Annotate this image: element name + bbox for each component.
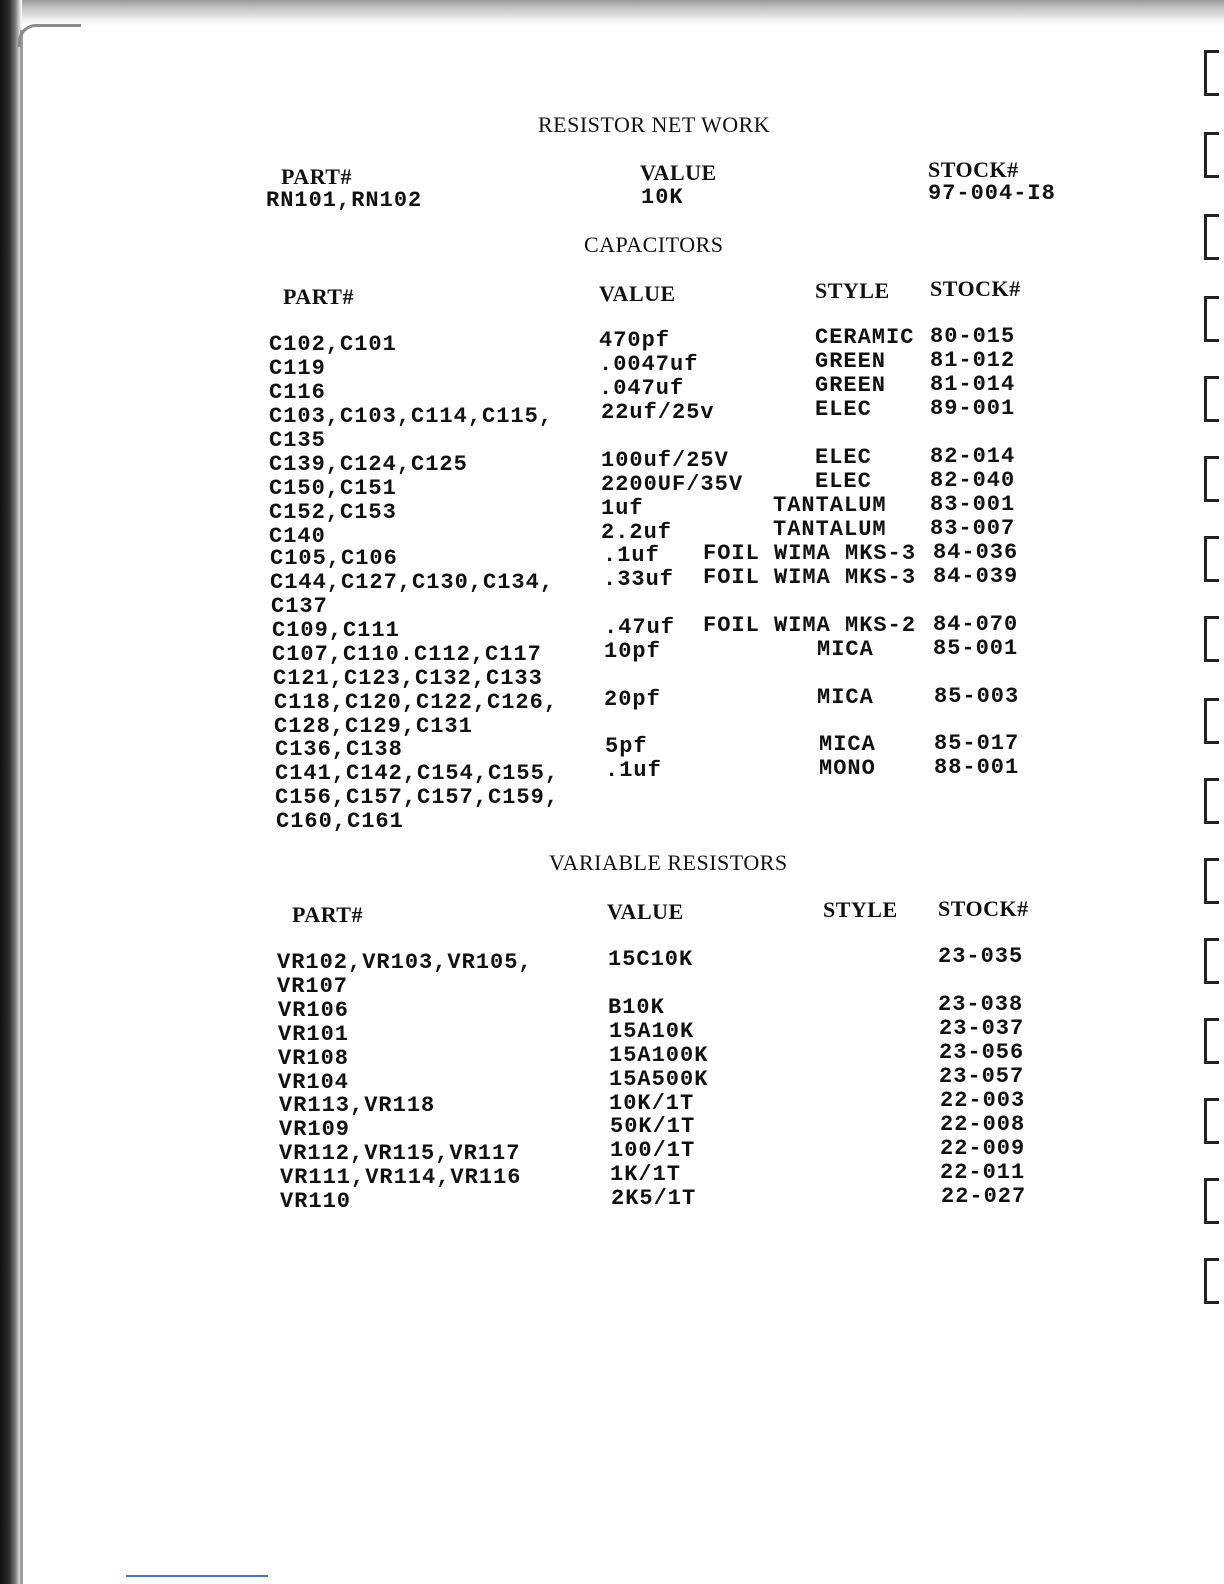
vr-row-stock: 23-035 bbox=[938, 944, 1024, 969]
vr-row-part: VR101 bbox=[278, 1022, 350, 1047]
section-title-resistor-network: RESISTOR NET WORK bbox=[538, 112, 771, 137]
bottom-rule bbox=[126, 1575, 268, 1577]
cap-row-stock: 85-003 bbox=[934, 684, 1020, 709]
vr-row-part: VR108 bbox=[278, 1046, 350, 1071]
vr-row-value: 15A100K bbox=[609, 1043, 709, 1068]
vr-header-style: STYLE bbox=[823, 897, 898, 922]
cap-row-stock: 82-014 bbox=[930, 444, 1016, 469]
vr-row-stock: 22-027 bbox=[941, 1184, 1027, 1209]
cap-row-value: 100uf/25V bbox=[601, 448, 729, 473]
cap-row-value: 5pf bbox=[605, 734, 648, 759]
cap-row-part: C156,C157,C157,C159, bbox=[275, 785, 560, 810]
cap-row-part: C144,C127,C130,C134, bbox=[270, 570, 555, 595]
vr-row-stock: 23-037 bbox=[939, 1016, 1025, 1041]
vr-row-part: VR112,VR115,VR117 bbox=[279, 1141, 521, 1166]
cap-row-value: 2200UF/35V bbox=[601, 472, 744, 497]
vr-row-part: VR102,VR103,VR105, bbox=[277, 950, 533, 975]
vr-row-part: VR109 bbox=[279, 1117, 351, 1142]
cap-row-stock: 81-014 bbox=[930, 372, 1016, 397]
cap-row-value: .1uf bbox=[603, 543, 660, 568]
vr-row-stock: 22-008 bbox=[940, 1112, 1026, 1137]
cap-row-stock: 81-012 bbox=[930, 348, 1016, 373]
cap-row-stock: 84-039 bbox=[933, 564, 1019, 589]
vr-row-value: B10K bbox=[608, 995, 665, 1020]
cap-row-style: TANTALUM bbox=[773, 517, 887, 542]
vr-row-stock: 23-056 bbox=[939, 1040, 1025, 1065]
cap-row-value: .0047uf bbox=[599, 352, 699, 377]
cap-row-value: 22uf/25v bbox=[601, 400, 715, 425]
rn-row-part: RN101,RN102 bbox=[266, 188, 423, 213]
cap-row-stock: 89-001 bbox=[930, 396, 1016, 421]
cap-row-part: C118,C120,C122,C126, bbox=[274, 690, 559, 715]
vr-row-stock: 23-038 bbox=[938, 992, 1024, 1017]
vr-row-value: 2K5/1T bbox=[611, 1186, 697, 1211]
vr-row-stock: 22-009 bbox=[940, 1136, 1026, 1161]
rn-header-part: PART# bbox=[281, 164, 352, 189]
cap-row-part: C137 bbox=[271, 594, 328, 619]
cap-row-style: MONO bbox=[819, 756, 876, 781]
cap-row-stock: 88-001 bbox=[934, 755, 1020, 780]
cap-row-style: ELEC bbox=[815, 397, 872, 422]
cap-row-value: .33uf bbox=[603, 567, 675, 592]
cap-row-part: C152,C153 bbox=[269, 500, 397, 525]
rn-header-value: VALUE bbox=[640, 160, 717, 185]
vr-row-stock: 23-057 bbox=[939, 1064, 1025, 1089]
rn-row-stock: 97-004-I8 bbox=[928, 181, 1056, 206]
cap-row-value: .047uf bbox=[599, 376, 685, 401]
cap-row-value: 1uf bbox=[601, 496, 644, 521]
vr-row-part: VR113,VR118 bbox=[279, 1093, 436, 1118]
cap-row-style: MICA bbox=[817, 637, 874, 662]
cap-row-part: C102,C101 bbox=[269, 332, 397, 357]
cap-row-style: FOIL WIMA MKS-3 bbox=[703, 565, 917, 590]
cap-row-part: C160,C161 bbox=[276, 809, 404, 834]
cap-row-part: C107,C110.C112,C117 bbox=[272, 642, 542, 667]
cap-row-part: C150,C151 bbox=[269, 476, 397, 501]
section-title-variable-resistors: VARIABLE RESISTORS bbox=[549, 850, 788, 875]
cap-row-part: C109,C111 bbox=[272, 618, 400, 643]
cap-row-value: .47uf bbox=[604, 615, 676, 640]
cap-row-stock: 80-015 bbox=[930, 324, 1016, 349]
cap-row-style: MICA bbox=[819, 732, 876, 757]
cap-row-style: GREEN bbox=[815, 349, 887, 374]
vr-row-stock: 22-003 bbox=[940, 1088, 1026, 1113]
vr-row-value: 15A10K bbox=[609, 1019, 695, 1044]
rn-row-value: 10K bbox=[641, 185, 684, 210]
cap-row-value: 470pf bbox=[599, 328, 671, 353]
cap-row-part: C135 bbox=[269, 428, 326, 453]
cap-row-stock: 85-017 bbox=[934, 731, 1020, 756]
vr-row-part: VR106 bbox=[278, 998, 350, 1023]
cap-row-stock: 83-007 bbox=[930, 516, 1016, 541]
cap-row-part: C136,C138 bbox=[275, 737, 403, 762]
cap-row-stock: 83-001 bbox=[930, 492, 1016, 517]
cap-row-stock: 82-040 bbox=[930, 468, 1016, 493]
vr-row-value: 50K/1T bbox=[610, 1114, 696, 1139]
cap-row-style: FOIL WIMA MKS-3 bbox=[703, 541, 917, 566]
cap-row-part: C128,C129,C131 bbox=[274, 714, 473, 739]
vr-header-stock: STOCK# bbox=[938, 896, 1029, 921]
vr-header-part: PART# bbox=[292, 902, 363, 927]
cap-row-value: .1uf bbox=[605, 758, 662, 783]
cap-row-stock: 84-070 bbox=[933, 612, 1019, 637]
cap-row-value: 20pf bbox=[604, 687, 661, 712]
vr-row-part: VR111,VR114,VR116 bbox=[280, 1165, 522, 1190]
cap-header-value: VALUE bbox=[599, 281, 676, 306]
cap-row-part: C103,C103,C114,C115, bbox=[269, 404, 554, 429]
cap-header-stock: STOCK# bbox=[930, 276, 1021, 301]
vr-row-part: VR110 bbox=[280, 1189, 352, 1214]
cap-row-value: 2.2uf bbox=[601, 520, 673, 545]
section-title-capacitors: CAPACITORS bbox=[584, 232, 724, 257]
cap-row-part: C139,C124,C125 bbox=[269, 452, 468, 477]
cap-row-part: C119 bbox=[269, 356, 326, 381]
cap-header-part: PART# bbox=[283, 284, 354, 309]
vr-row-part: VR107 bbox=[277, 974, 349, 999]
cap-row-style: FOIL WIMA MKS-2 bbox=[703, 613, 917, 638]
cap-row-style: MICA bbox=[817, 685, 874, 710]
vr-row-value: 15C10K bbox=[608, 947, 694, 972]
rn-header-stock: STOCK# bbox=[928, 157, 1019, 182]
cap-header-style: STYLE bbox=[815, 278, 890, 303]
cap-row-style: ELEC bbox=[815, 445, 872, 470]
vr-row-stock: 22-011 bbox=[940, 1160, 1026, 1185]
cap-row-stock: 84-036 bbox=[933, 540, 1019, 565]
vr-row-value: 10K/1T bbox=[609, 1091, 695, 1116]
cap-row-part: C105,C106 bbox=[270, 546, 398, 571]
vr-header-value: VALUE bbox=[607, 899, 684, 924]
vr-row-part: VR104 bbox=[278, 1070, 350, 1095]
cap-row-part: C121,C123,C132,C133 bbox=[273, 666, 543, 691]
vr-row-value: 100/1T bbox=[610, 1138, 696, 1163]
vr-row-value: 1K/1T bbox=[610, 1162, 682, 1187]
cap-row-style: CERAMIC bbox=[815, 325, 915, 350]
cap-row-style: TANTALUM bbox=[773, 493, 887, 518]
cap-row-style: ELEC bbox=[815, 469, 872, 494]
cap-row-value: 10pf bbox=[604, 639, 661, 664]
cap-row-style: GREEN bbox=[815, 373, 887, 398]
cap-row-stock: 85-001 bbox=[933, 636, 1019, 661]
vr-row-value: 15A500K bbox=[609, 1067, 709, 1092]
cap-row-part: C141,C142,C154,C155, bbox=[275, 761, 560, 786]
cap-row-part: C116 bbox=[269, 380, 326, 405]
cap-row-part: C140 bbox=[269, 524, 326, 549]
